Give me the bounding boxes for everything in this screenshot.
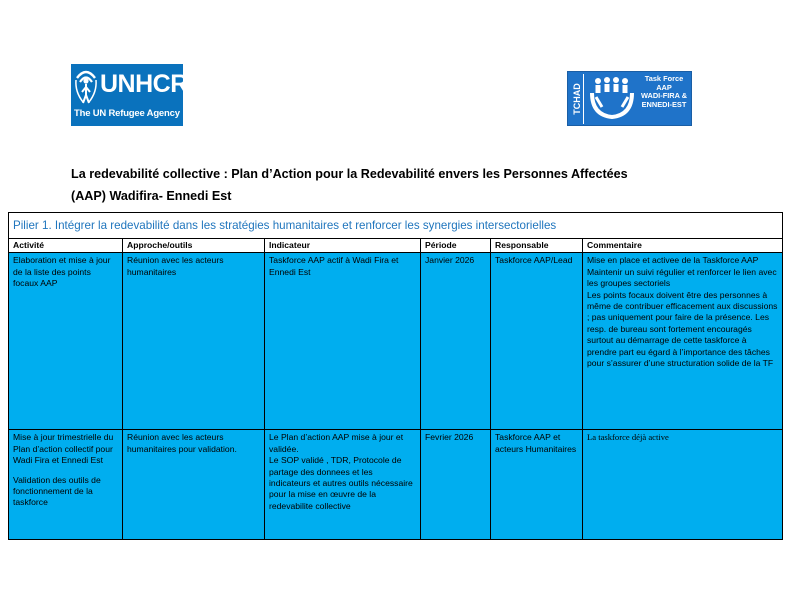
header-indicateur: Indicateur	[265, 239, 421, 253]
document-title	[71, 163, 711, 207]
cell-approche: Réunion avec les acteurs humanitaires	[123, 253, 265, 430]
cell-indicateur: Taskforce AAP actif à Wadi Fira et Ennedi Est	[265, 253, 421, 430]
cell-activite: Elaboration et mise à jour de la liste des points focaux AAP	[9, 253, 123, 430]
table-header-row	[9, 239, 783, 253]
pilier-row	[9, 213, 783, 239]
refugee-figure-icon	[74, 68, 98, 106]
cell-periode: Janvier 2026	[421, 253, 491, 430]
taskforce-country-label: TCHAD	[570, 74, 584, 124]
taskforce-title: Task Force AAP WADI-FIRA & ENNEDI-EST	[640, 74, 688, 109]
table-row	[9, 430, 783, 540]
document-title-line-1: La redevabilité collective : Plan d’Action pour la Redevabilité envers les Personnes Affectées	[71, 167, 628, 181]
cell-responsable: Taskforce AAP et acteurs Humanitaires	[491, 430, 583, 540]
table-row	[9, 253, 783, 430]
header-periode: Période	[421, 239, 491, 253]
pilier-title: Pilier 1. Intégrer la redevabilité dans les stratégies humanitaires et renforcer les synergies intersectorielles	[9, 213, 783, 239]
cell-commentaire: La taskforce déjà active	[583, 430, 783, 540]
header-responsable: Responsable	[491, 239, 583, 253]
unhcr-logo	[71, 64, 188, 126]
cell-responsable: Taskforce AAP/Lead	[491, 253, 583, 430]
header-commentaire: Commentaire	[583, 239, 783, 253]
header-activite: Activité	[9, 239, 123, 253]
cell-periode: Fevrier 2026	[421, 430, 491, 540]
unhcr-name: UNHCR	[100, 70, 188, 98]
people-hands-icon	[588, 75, 636, 123]
cell-activite: Mise à jour trimestrielle du Plan d’action collectif pour Wadi Fira et Ennedi Est Validation des outils de fonctionnement de la taskforce	[9, 430, 123, 540]
header-approche: Approche/outils	[123, 239, 265, 253]
cell-indicateur: Le Plan d’action AAP mise à jour et validée. Le SOP validé , TDR, Protocole de partage des donnees et les indicateurs et autres outils nécessaire pour la mise en œuvre de la redevabilite collective	[265, 430, 421, 540]
cell-commentaire: Mise en place et activee de la Taskforce AAP Maintenir un suivi régulier et renforcer le lien avec les groupes sectoriels Les points focaux doivent être des personnes à même de contribuer efficacement aux discussions ; pas uniquement pour faire de la présence. Les resp. de bureau sont fortement encouragés surtout au démarrage de cette taskforce à prendre part eu égard à l’importance des tâches pour s’assurer d’une structuration solide de la TF	[583, 253, 783, 430]
cell-approche: Réunion avec les acteurs humanitaires pour validation.	[123, 430, 265, 540]
unhcr-tagline: The UN Refugee Agency	[74, 108, 180, 119]
taskforce-logo	[567, 71, 692, 126]
action-plan-table	[8, 212, 783, 540]
document-title-line-2: (AAP) Wadifira- Ennedi Est	[71, 189, 232, 203]
